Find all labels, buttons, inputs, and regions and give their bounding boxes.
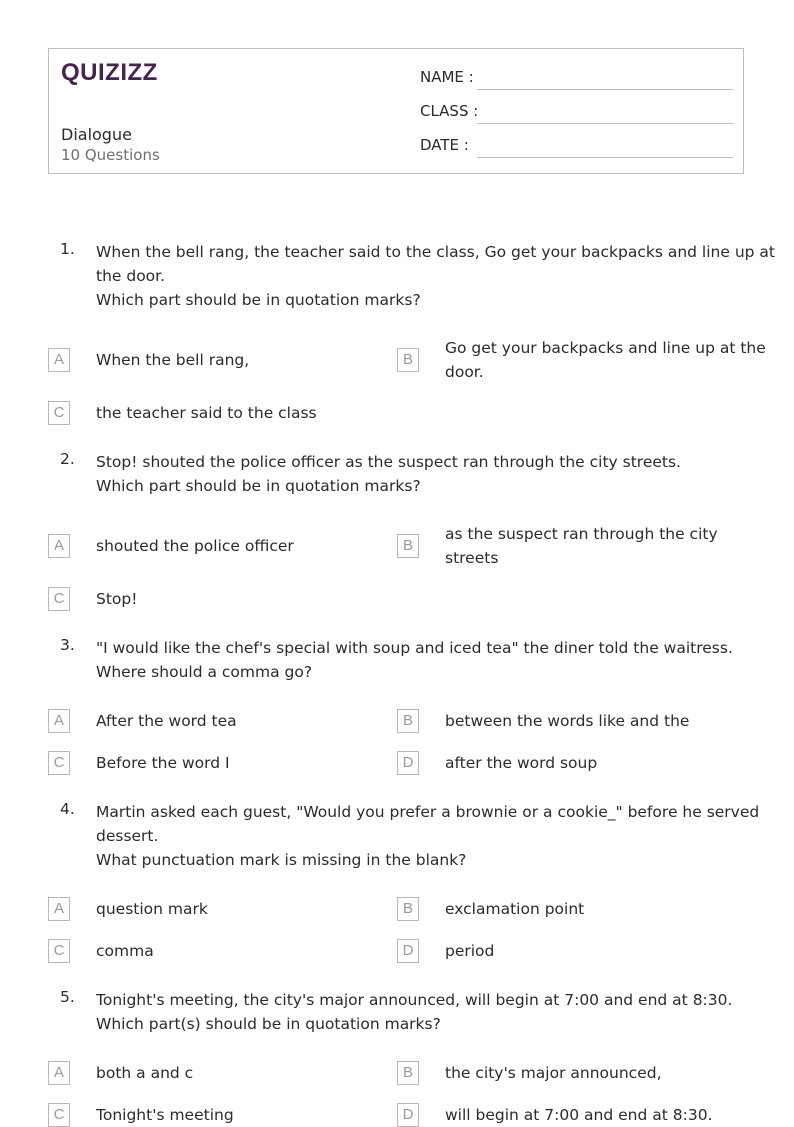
date-line[interactable] (477, 157, 733, 158)
name-line[interactable] (477, 89, 733, 90)
option-text (96, 587, 137, 611)
option-letter-box[interactable]: C (48, 939, 70, 963)
option-letter-box[interactable]: B (397, 348, 419, 372)
question-line: dessert. (96, 827, 159, 845)
option-letter-box[interactable]: A (48, 534, 70, 558)
question-number: 3. (60, 636, 75, 654)
option-line: the teacher said to the class (96, 404, 317, 422)
option-letter-box[interactable]: A (48, 897, 70, 921)
class-line[interactable] (477, 123, 733, 124)
option-letter-box[interactable]: C (48, 1103, 70, 1127)
question-text (96, 988, 746, 1036)
question-number: 1. (60, 240, 75, 258)
option-line: will begin at 7:00 and end at 8:30. (445, 1106, 713, 1124)
option-line: shouted the police officer (96, 537, 294, 555)
option-text (445, 1103, 712, 1127)
worksheet-header (48, 48, 744, 174)
option-line: comma (96, 942, 154, 960)
class-label: CLASS : (420, 102, 479, 120)
option-line: Go get your backpacks and line up at the (445, 339, 766, 357)
question-text (96, 240, 775, 312)
option-line: after the word soup (445, 754, 598, 772)
option-text (445, 336, 766, 384)
option-text (96, 939, 154, 963)
option-letter-box[interactable]: B (397, 1061, 419, 1085)
option-text (96, 1103, 234, 1127)
option-line: door. (445, 363, 484, 381)
option-text (96, 534, 294, 558)
option-letter-box[interactable]: B (397, 897, 419, 921)
option-text (445, 709, 689, 733)
option-letter-box[interactable]: C (48, 587, 70, 611)
option-text (96, 348, 249, 372)
option-line: Before the word I (96, 754, 230, 772)
option-text (445, 897, 584, 921)
option-line: streets (445, 549, 499, 567)
question-line: the door. (96, 267, 166, 285)
question-text (96, 800, 760, 872)
option-line: both a and c (96, 1064, 194, 1082)
quizizz-logo: QUIZIZZ (61, 59, 158, 86)
question-number: 2. (60, 450, 75, 468)
option-letter-box[interactable]: A (48, 709, 70, 733)
option-line: Tonight's meeting (96, 1106, 234, 1124)
question-line: Which part(s) should be in quotation marks? (96, 1015, 441, 1033)
option-text (96, 401, 317, 425)
question-line: Martin asked each guest, "Would you prefer a brownie or a cookie_" before he served (96, 803, 760, 821)
question-line: Which part should be in quotation marks? (96, 477, 421, 495)
question-line: What punctuation mark is missing in the blank? (96, 851, 467, 869)
option-letter-box[interactable]: A (48, 348, 70, 372)
option-text (445, 522, 718, 570)
option-text (445, 939, 494, 963)
question-number: 4. (60, 800, 75, 818)
name-label: NAME : (420, 68, 474, 86)
option-text (96, 897, 208, 921)
question-line: Which part should be in quotation marks? (96, 291, 421, 309)
question-line: Tonight's meeting, the city's major announced, will begin at 7:00 and end at 8:30. (96, 991, 733, 1009)
option-text (96, 751, 230, 775)
option-text (445, 751, 597, 775)
option-text (96, 1061, 193, 1085)
option-letter-box[interactable]: D (397, 751, 419, 775)
option-line: exclamation point (445, 900, 585, 918)
option-line: between the words like and the (445, 712, 690, 730)
question-text (96, 450, 746, 498)
option-letter-box[interactable]: C (48, 401, 70, 425)
option-letter-box[interactable]: A (48, 1061, 70, 1085)
question-number: 5. (60, 988, 75, 1006)
option-line: period (445, 942, 495, 960)
option-line: the city's major announced, (445, 1064, 662, 1082)
question-line: When the bell rang, the teacher said to the class, Go get your backpacks and line up at (96, 243, 775, 261)
option-line: Stop! (96, 590, 138, 608)
option-letter-box[interactable]: D (397, 1103, 419, 1127)
option-text (445, 1061, 662, 1085)
question-line: Where should a comma go? (96, 663, 313, 681)
date-label: DATE : (420, 136, 469, 154)
option-text (96, 709, 237, 733)
option-letter-box[interactable]: B (397, 709, 419, 733)
option-letter-box[interactable]: D (397, 939, 419, 963)
question-line: Stop! shouted the police officer as the suspect ran through the city streets. (96, 453, 681, 471)
option-letter-box[interactable]: B (397, 534, 419, 558)
question-count: 10 Questions (61, 146, 160, 164)
option-line: question mark (96, 900, 208, 918)
worksheet-title: Dialogue (61, 125, 132, 144)
question-line: "I would like the chef's special with soup and iced tea" the diner told the waitress. (96, 639, 733, 657)
option-line: When the bell rang, (96, 351, 250, 369)
option-line: After the word tea (96, 712, 237, 730)
option-line: as the suspect ran through the city (445, 525, 718, 543)
question-text (96, 636, 746, 684)
option-letter-box[interactable]: C (48, 751, 70, 775)
